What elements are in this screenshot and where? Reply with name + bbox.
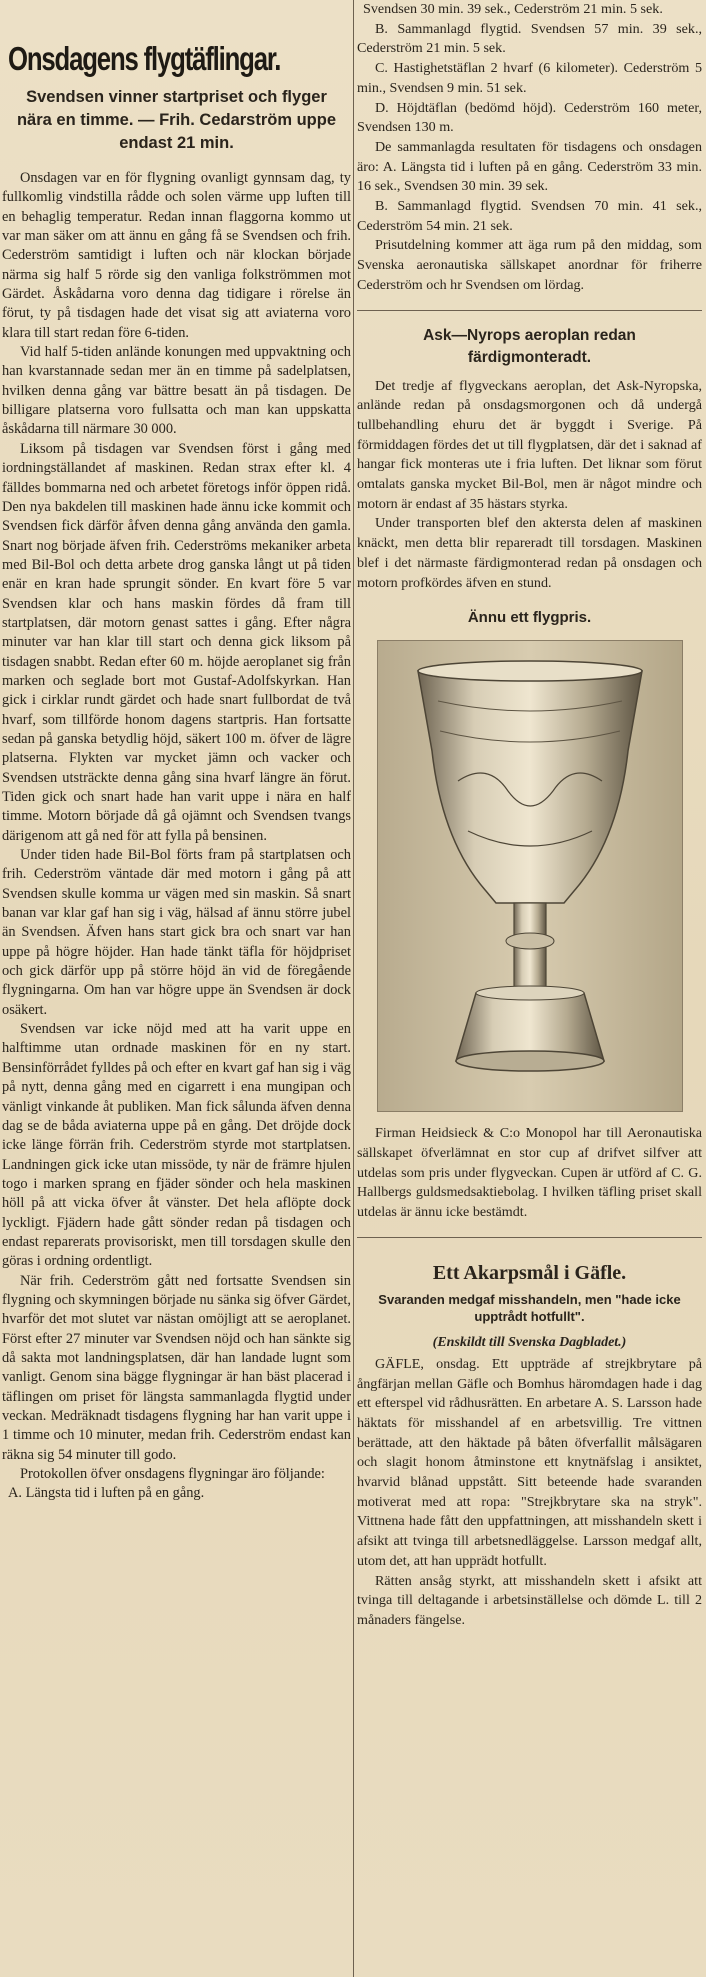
section-divider xyxy=(357,310,702,311)
article-paragraph: Under transporten blef den aktersta delen af maskinen knäckt, men detta blir repareradt till torsdagen. Maskinen blef i det närmaste färdigmonterad redan på onsdagen och motorn profkördes äfven en stund. xyxy=(357,515,702,591)
section-divider xyxy=(357,1237,702,1238)
protocol-line: Svendsen 30 min. 39 sek., Cederström 21 min. 5 sek. xyxy=(363,1,663,17)
section-heading: Ett Akarpsmål i Gäfle. xyxy=(432,1261,627,1284)
left-column xyxy=(2,0,351,1977)
article-paragraph: Protokollen öfver onsdagens flygningar äro följande: xyxy=(20,1466,325,1483)
article-paragraph: Prisutdelning kommer att äga rum på den middag, som Svenska aeronautiska sällskapet anordnar för friherre Cederström och hr Svendsen om lördag. xyxy=(357,237,702,293)
article-subhead: Svendsen vinner startpriset och flyger nära en timme. — Frih. Cedarström uppe endast 21 min. xyxy=(16,88,337,152)
section-subheading: Svaranden medgaf misshandeln, men "hade icke upptrådt hotfullt". xyxy=(378,1291,681,1324)
article-paragraph: GÄFLE, onsdag. Ett uppträde af strejkbrytare på ångfärjan mellan Gäfle och Bomhus häromdagen hade i dag ett efterspel vid rådhusrätten. En arbetare A. S. Larsson hade häktats för misshandel af en arbetsvillig. Tre vittnen berättade, att den häktade på båten öfverfallit målsägaren och slagit honom åtminstone ett knytnäfslag i ansiktet, hvarvid blånad uppstått. Sitt beteende hade svaranden motiverat med att ropa: "Strejkbrytare ska na stryk". Vittnena hade fått den uppfattningen, att misshandeln skett i afsikt att tvinga till arbetsnedläggelse. Larsson medgaf allt, utom det, att han upprädt hotfullt. xyxy=(357,1355,702,1569)
article-paragraph: De sammanlagda resultaten för tisdagens och onsdagen äro: A. Längsta tid i luften på en gång. Cederström 33 min. 16 sek., Svendsen 30 min. 39 sek. xyxy=(357,138,702,195)
article-paragraph: Under tiden hade Bil-Bol förts fram på startplatsen och frih. Cederström väntade där med motorn i gång på att Svendsen skulle komma ur vägen med sin maskin. Så snart banan var klar gaf han sig i väg, hälsad af ännu större jubel än Svendsen. Äfven hans start gick bra och snart var han uppe på högre höjder. Han hade tänkt täfla för höjdpriset och gick därför upp på större höjd än vid de föregående flygningarna. Om han var högre uppe än Svendsen är dock osäkert. xyxy=(2,847,351,1018)
protocol-line: B. Sammanlagd flygtid. Svendsen 57 min. 39 sek., Cederström 21 min. 5 sek. xyxy=(357,20,702,57)
article-paragraph: Onsdagen var en för flygning ovanligt gynnsam dag, ty fullkomlig vindstilla rådde och solen värme upp luften till en behaglig temperatur. Redan innan flaggorna kommo ut var man säker om att ännu en gång få se Svendsen och frih. Cederström samtidigt i luften och när klockan började närma sig half 5 rörde sig den vanliga folkströmmen mot Gärdet. Åskådarna voro denna dag tidigare i rörelse än förut, ty på tisdagen hade det visat sig att aviaterna voro klara till start redan före 6-tiden. xyxy=(2,170,351,341)
column-rule xyxy=(353,0,354,1977)
article-paragraph: När frih. Cederström gått ned fortsatte Svendsen sin flygning och skymningen började nu sänka sig öfver Gärdet, hvarför det mot slutet var nästan omöjligt att se aeroplanet. Först efter 27 minuter var Svendsen nöjd och han sänkte sig då sakta mot landningsplatsen, där han landade lugnt som vanligt. Genom sina bägge flygningar är han bäst placerad i täflingen om priset för längsta sammanlagda flygtid under veckan. Medräknadt tisdagens flygning har han varit uppe i 1 timme och 10 minuter, medan frih. Cederström endast kan räkna sig 54 minuter till godo. xyxy=(2,1272,351,1463)
protocol-line: A. Längsta tid i luften på en gång. xyxy=(8,1485,205,1502)
protocol-line: D. Höjdtäflan (bedömd höjd). Cederström 160 meter, Svendsen 130 m. xyxy=(357,99,702,136)
article-paragraph: Rätten ansåg styrkt, att misshandeln skett i afsikt att tvinga till deltagande i arbetsinställelse och dömde L. till 2 månaders fängelse. xyxy=(357,1572,702,1628)
right-column xyxy=(357,0,702,1977)
article-paragraph: Liksom på tisdagen var Svendsen först i gång med iordningställandet af maskinen. Redan strax efter kl. 4 fälldes bommarna ned och arbetet företogs inför öppen ridå. Den nya bakdelen till maskinen hade ännu icke kommit och Svendsen fick därför åfven denna gång använda den gamla. Snart nog började äfven frih. Cederströms mekaniker arbeta med Bil-Bol och detta arbete drog ganska långt ut på tiden enär en kran hade sprungit sönder. En kvart före 5 var Svendsen klar och hans maskin fördes då fram till startplatsen, där motorn genast sattes i gång. Efter några minuter var han klar till start och denna gick liksom på tisdagen snabbt. Redan efter 60 m. höjde aeroplanet sig från marken och seglade bort mot Gustaf-Adolfskyrkan. Han gick i cirklar rundt gärdet och hade snart fullbordat de två hvarf, som tillförde honom dagens startpris. Han fortsatte sedan på ganska betydlig höjd, säkert 100 m. öfver de lägre platserna. Flykten var mycket jämn och vacker och Svendsen utsträckte denna gång sina hvarf längre än förut. Tiden gick och snart hade han varit uppe i nära en half timme. Motorn började då gå ojämnt och Svendsen tvangs därigenom att gå ned för att fylla på bensinen. xyxy=(2,440,351,844)
trophy-cup-photo xyxy=(377,640,683,1112)
article-headline: Onsdagens flygtäflingar. xyxy=(8,40,281,77)
article-paragraph: Svendsen var icke nöjd med att ha varit uppe en halftimme utan ordnade maskinen för en ny start. Bensinförrådet fylldes på och efter en kvart gaf han sig i väg på nytt, denna gång med en cigarrett i ena mungipan och vänligt vinkande åt publiken. Man fick sålunda äfven denna dag se de båda aviaterna uppe på en gång. Det dröjde dock icke länge förrän frih. Cederström styrde mot startplatsen. Landningen gick icke utan missöde, ty när de främre hjulen togo i marken sprang en fjäder sönder och hela maskinen höll på att vicka öfver åt vänster. Det hela aflöpte dock lyckligt. Fjädern hade gått sönder redan på tisdagen och endast reparerats provisoriskt, men till torsdagen skulle den göras i ordning ordentligt. xyxy=(2,1021,351,1270)
article-paragraph: Firman Heidsieck & C:o Monopol har till Aeronautiska sällskapet öfverlämnat en stor cup af drifvet silfver att utdelas som pris under flygveckan. Cupen är utförd af C. G. Hallbergs guldsmedsaktiebolag. I hvilken täfling priset skall utdelas är ännu icke bestämdt. xyxy=(357,1125,702,1221)
article-paragraph: Vid half 5-tiden anlände konungen med uppvaktning och han kvarstannade sedan mer än en timme på sadelplatsen, hvilken denna gång var bättre besatt än på tisdagen. De billigare platserna voro fullsatta och man kan uppskatta åskådarna till närmare 30 000. xyxy=(2,344,351,438)
article-paragraph: B. Sammanlagd flygtid. Svendsen 70 min. 41 sek., Cederström 54 min. 21 sek. xyxy=(357,198,702,234)
trophy-cup-icon xyxy=(378,641,682,1111)
protocol-line: C. Hastighetstäflan 2 hvarf (6 kilometer). Cederström 5 min., Svendsen 9 min. 51 sek. xyxy=(357,60,702,96)
section-heading: Ask—Nyrops aeroplan redan färdigmonteradt. xyxy=(423,326,636,366)
article-paragraph: Det tredje af flygveckans aeroplan, det Ask-Nyropska, anlände redan på onsdagsmorgonen och då undergå tullbehandling ehuru det är byggdt i Sverige. På förmiddagen fördes det ut till flygplatsen, där det i saknad af hangar fick monteras ute i fria luften. Det liknar som förut omtalats ganska mycket Bil-Bol, men är något mindre och motorn är endast af 35 hästars styrka. xyxy=(357,377,702,512)
section-heading: Ännu ett flygpris. xyxy=(467,609,592,627)
byline: (Enskildt till Svenska Dagbladet.) xyxy=(432,1334,627,1350)
